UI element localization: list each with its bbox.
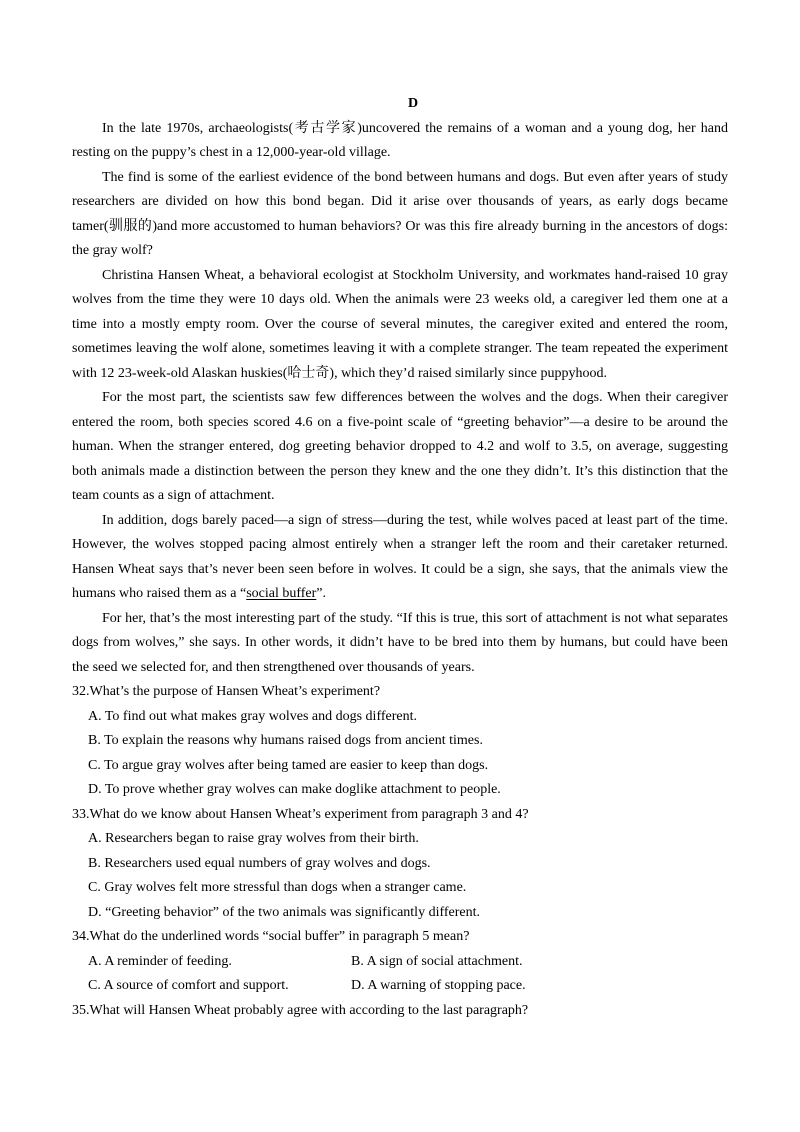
paragraph-line: the seed we selected for, and then strengthened over thousands of years. <box>72 659 475 675</box>
paragraph-line: researchers are divided on how this bond began. Did it arise over thousands of years, as early dogs became <box>72 194 728 209</box>
paragraph-4 <box>72 386 728 509</box>
paragraph-line: the gray wolf? <box>72 243 153 258</box>
paragraph-line: human. When the stranger entered, dog greeting behavior dropped to 4.2 and wolf to 3.5, on average, suggesting <box>72 439 728 454</box>
reading-passage <box>72 117 728 681</box>
paragraph-line: both animals made a distinction between the person they knew and the one they didn’t. It’s this distinction that the <box>72 463 728 479</box>
paragraph-line: For her, that’s the most interesting part of the study. “If this is true, this sort of attachment is not what separates <box>102 610 728 626</box>
paragraph-1 <box>72 117 728 166</box>
paragraph-line: resting on the puppy’s chest in a 12,000-year-old village. <box>72 145 391 160</box>
line-text: ”. <box>316 586 327 601</box>
option-b: B. Researchers used equal numbers of gray wolves and dogs. <box>88 855 431 871</box>
section-title: D <box>407 96 419 111</box>
paragraph-line: team counts as a sign of attachment. <box>72 488 275 503</box>
question-stem: 33.What do we know about Hansen Wheat’s experiment from paragraph 3 and 4? <box>72 806 529 822</box>
option-c: C. To argue gray wolves after being tamed are easier to keep than dogs. <box>88 757 489 773</box>
paragraph-3 <box>72 264 728 387</box>
paragraph-line: tamer(驯服的)and more accustomed to human behaviors? Or was this fire already burning in the ancestors of dogs: <box>72 218 728 234</box>
question-stem: 34.What do the underlined words “social buffer” in paragraph 5 mean? <box>72 929 470 944</box>
line-text: humans who raised them as a “ <box>72 586 247 601</box>
paragraph-line: dogs from wolves,” she says. In other words, it didn’t have to be bred into them by humans, but could have been <box>72 635 728 650</box>
option-d: D. To prove whether gray wolves can make doglike attachment to people. <box>88 782 501 797</box>
paragraph-line: time into a mostly empty room. Over the course of several minutes, the caregiver exited and entered the room, <box>72 316 728 332</box>
option-c: C. A source of comfort and support. <box>88 978 289 993</box>
paragraph-line <box>72 582 728 607</box>
question-33 <box>72 803 728 926</box>
option-c: C. Gray wolves felt more stressful than dogs when a stranger came. <box>88 880 467 895</box>
paragraph-line: However, the wolves stopped pacing almost entirely when a stranger left the room and their caretaker returned. <box>72 537 728 552</box>
option-b: B. To explain the reasons why humans raised dogs from ancient times. <box>88 733 483 748</box>
question-32 <box>72 680 728 803</box>
option-a: A. Researchers began to raise gray wolves from their birth. <box>88 831 419 846</box>
question-stem: 35.What will Hansen Wheat probably agree with according to the last paragraph? <box>72 1002 529 1018</box>
paragraph-line: Christina Hansen Wheat, a behavioral ecologist at Stockholm University, and workmates hand-raised 10 gray <box>102 267 728 283</box>
paragraph-line: entered the room, both species scored 4.6 on a five-point scale of “greeting behavior”—a desire to be around the <box>72 414 728 430</box>
paragraph-2 <box>72 166 728 264</box>
paragraph-line: The find is some of the earliest evidence of the bond between humans and dogs. But even after years of study <box>102 169 728 185</box>
question-34 <box>72 925 728 999</box>
question-stem: 32.What’s the purpose of Hansen Wheat’s experiment? <box>72 684 381 699</box>
paragraph-line: In addition, dogs barely paced—a sign of stress—during the test, while wolves paced at least part of the time. <box>102 512 728 528</box>
paragraph-line: wolves from the time they were 10 days old. When the animals were 23 weeks old, a caregiver led them one at a <box>72 292 728 307</box>
paragraph-line: In the late 1970s, archaeologists(考古学家)uncovered the remains of a woman and a young dog, her hand <box>102 120 728 136</box>
option-d: D. “Greeting behavior” of the two animals was significantly different. <box>88 904 481 920</box>
option-row <box>72 974 728 999</box>
exam-page <box>72 92 728 1023</box>
paragraph-5 <box>72 509 728 607</box>
option-a: A. A reminder of feeding. <box>88 953 232 969</box>
paragraph-line: Hansen Wheat says that’s never been seen before in wolves. It could be a sign, she says, that the animals view the <box>72 561 728 577</box>
option-row <box>72 950 728 975</box>
paragraph-line: with 12 23-week-old Alaskan huskies(哈士奇), which they’d raised similarly since puppyhood. <box>72 365 608 381</box>
option-b: B. A sign of social attachment. <box>351 953 523 969</box>
option-a: A. To find out what makes gray wolves and dogs different. <box>88 708 417 724</box>
paragraph-line: For the most part, the scientists saw few differences between the wolves and the dogs. When their caregiver <box>102 390 728 405</box>
question-35 <box>72 999 728 1024</box>
paragraph-line: sometimes leaving the wolf alone, sometimes leaving it with a complete stranger. The team repeated the experiment <box>72 341 728 356</box>
underlined-term: social buffer <box>246 586 317 601</box>
option-d: D. A warning of stopping pace. <box>351 978 526 993</box>
paragraph-6 <box>72 607 728 681</box>
